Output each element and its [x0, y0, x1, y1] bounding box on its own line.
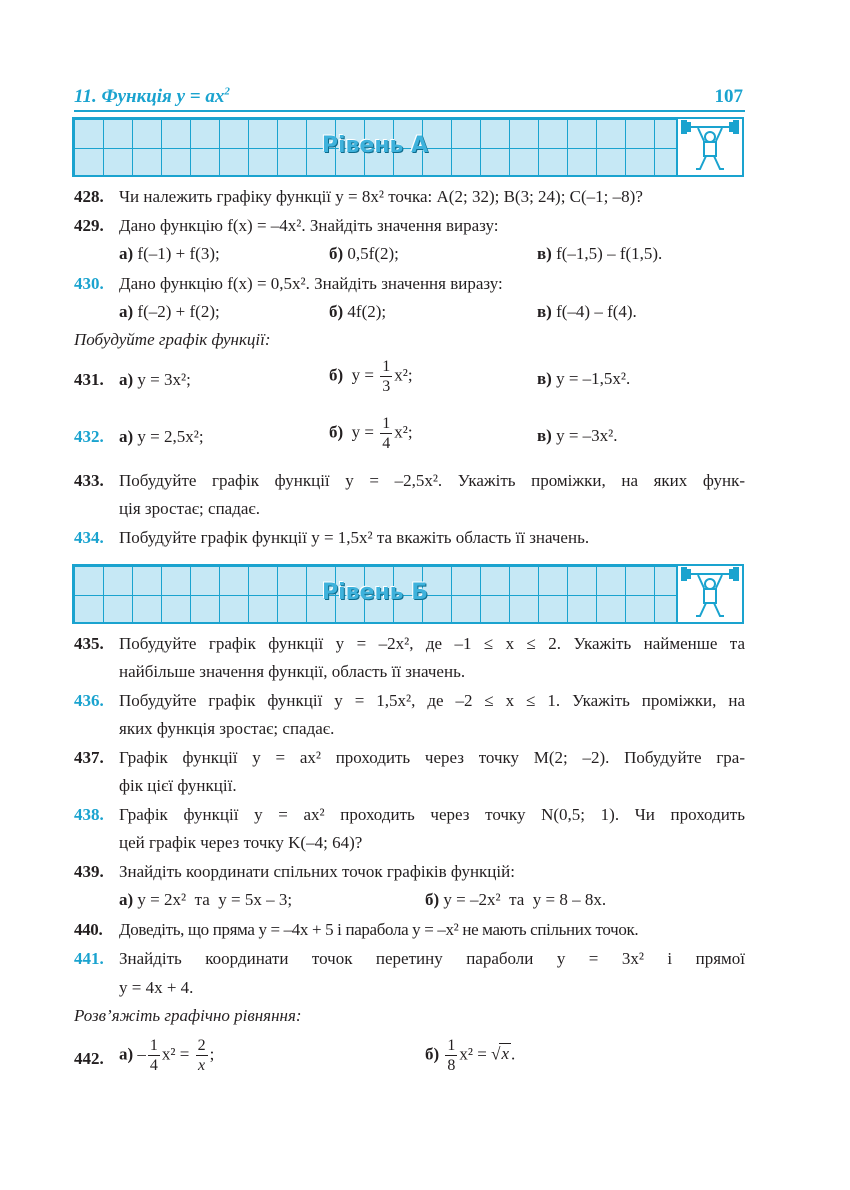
page-number: 107	[714, 86, 743, 107]
problem-434: 434. Побудуйте графік функції y = 1,5x² та вкажіть область її значень.	[74, 528, 590, 547]
problem-430-b: б) 4f(2);	[329, 302, 387, 321]
problem-439-b: б) y = –2x² та y = 8 – 8x.	[425, 890, 607, 909]
running-head	[74, 84, 745, 114]
problem-430-a: а) f(–2) + f(2);	[119, 302, 220, 321]
problem-428: 428. Чи належить графіку функції y = 8x² точка: A(2; 32); B(3; 24); C(–1; –8)?	[74, 187, 643, 206]
build-heading: Побудуйте графік функції:	[74, 330, 271, 349]
problem-433-cont: ція зростає; спадає.	[119, 499, 260, 518]
weightlifter-icon	[676, 566, 742, 622]
problem-431-b: б) y = $\frac{1}{3}$ x²;	[329, 358, 413, 395]
level-a-banner	[72, 117, 744, 177]
problem-442: 442.	[74, 1049, 104, 1068]
problem-438: 438. Графік функції y = ax² проходить через точку N(0,5; 1). Чи проходить	[74, 805, 745, 824]
problem-432-c: в) y = –3x².	[537, 426, 618, 445]
problem-439: 439. Знайдіть координати спільних точок графіків функцій:	[74, 862, 515, 881]
level-a-label: Рівень А	[321, 133, 429, 158]
problem-442-b: б) $\frac{1}{8}$ x² = √x .	[425, 1037, 516, 1074]
problem-429: 429. Дано функцію f(x) = –4x². Знайдіть значення виразу:	[74, 216, 499, 235]
problem-437: 437. Графік функції y = ax² проходить через точку M(2; –2). Побудуйте гра-	[74, 748, 745, 767]
weightlifter-icon	[676, 119, 742, 175]
header-rule	[74, 110, 745, 112]
problem-432: 432. а) y = 2,5x²;	[74, 427, 204, 446]
problem-431-c: в) y = –1,5x².	[537, 369, 631, 388]
problem-429-a: а) f(–1) + f(3);	[119, 244, 220, 263]
problem-436: 436. Побудуйте графік функції y = 1,5x², де –2 ≤ x ≤ 1. Укажіть проміжки, на	[74, 691, 745, 710]
problem-441: 441. Знайдіть координати точок перетину параболи y = 3x² і прямої	[74, 949, 745, 968]
problem-436-cont: яких функція зростає; спадає.	[119, 719, 335, 738]
problem-442-a: а) – $\frac{1}{4}$ x² = $\frac{2}{x}$ ;	[119, 1037, 215, 1074]
problem-440: 440. Доведіть, що пряма y = –4x + 5 і парабола y = –x² не мають спільних точок.	[74, 920, 639, 939]
solve-heading: Розв’яжіть графічно рівняння:	[74, 1006, 302, 1025]
problem-439-a: а) y = 2x² та y = 5x – 3;	[119, 890, 293, 909]
problem-437-cont: фік цієї функції.	[119, 776, 237, 795]
problem-431: 431. а) y = 3x²;	[74, 370, 191, 389]
level-b-banner	[72, 564, 744, 624]
problem-438-cont: цей графік через точку K(–4; 64)?	[119, 833, 363, 852]
chapter-title: 11. Функція $y = ax^2$	[74, 85, 230, 107]
problem-430: 430. Дано функцію f(x) = 0,5x². Знайдіть значення виразу:	[74, 274, 503, 293]
problem-441-cont: y = 4x + 4.	[119, 978, 194, 997]
problem-435: 435. Побудуйте графік функції y = –2x², де –1 ≤ x ≤ 2. Укажіть найменше та	[74, 634, 745, 653]
problem-429-b: б) 0,5f(2);	[329, 244, 399, 263]
level-b-label: Рівень Б	[321, 580, 429, 605]
problem-433: 433. Побудуйте графік функції y = –2,5x². Укажіть проміжки, на яких функ-	[74, 471, 745, 490]
problem-429-c: в) f(–1,5) – f(1,5).	[537, 244, 663, 263]
problem-432-b: б) y = $\frac{1}{4}$ x²;	[329, 415, 413, 452]
problem-435-cont: найбільше значення функції, область її значень.	[119, 662, 466, 681]
problem-430-c: в) f(–4) – f(4).	[537, 302, 637, 321]
